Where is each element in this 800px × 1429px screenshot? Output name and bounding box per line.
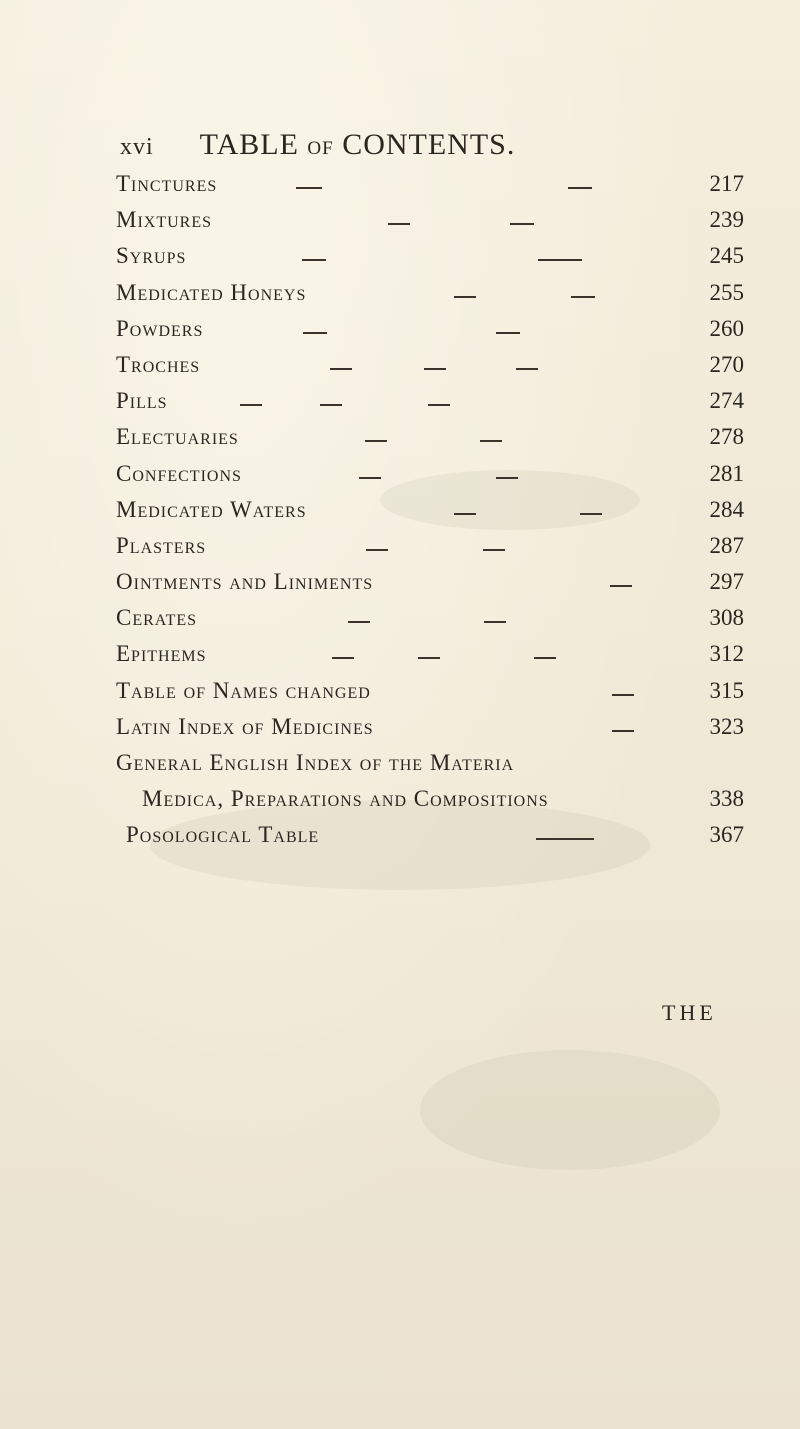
toc-title: Medicated Honeys: [116, 279, 307, 305]
leader-dash: [483, 549, 505, 551]
leader-dash: [571, 296, 595, 298]
toc-entry: [116, 385, 744, 421]
leader-dash: [418, 657, 440, 659]
leader-dash: [366, 549, 388, 551]
toc-entry: [116, 458, 744, 494]
toc-title: Table of Names changed: [116, 677, 371, 703]
toc-page: 284: [709, 496, 744, 522]
toc-title: Posological Table: [126, 822, 320, 848]
leader-dash: [348, 621, 370, 623]
toc-page: 338: [709, 786, 744, 812]
toc-page: 367: [709, 822, 744, 848]
paper-stain: [420, 1050, 720, 1170]
toc-title: Medicated Waters: [116, 496, 307, 522]
leader-dash: [484, 621, 506, 623]
leader-dash: [332, 657, 354, 659]
toc-entry: [116, 747, 744, 783]
leader-dash: [424, 368, 446, 370]
leader-dash: [538, 259, 582, 261]
toc-title: Confections: [116, 460, 242, 486]
leader-dash: [320, 404, 342, 406]
toc-title: Mixtures: [116, 207, 213, 233]
toc-title: Plasters: [116, 532, 207, 558]
header-contents: CONTENTS.: [342, 128, 516, 161]
toc-page: 312: [709, 641, 744, 667]
leader-dash: [365, 440, 387, 442]
toc-page: 308: [709, 605, 744, 631]
toc-title: Medica, Preparations and Compositions: [142, 786, 549, 812]
toc-page: 274: [709, 388, 744, 414]
toc-page: 245: [709, 243, 744, 269]
leader-dash: [454, 513, 476, 515]
leader-dash: [303, 332, 327, 334]
toc-page: 217: [709, 171, 744, 196]
header-table: TABLE: [199, 128, 299, 161]
toc-page: 315: [709, 677, 744, 703]
catchword: THE: [662, 1000, 717, 1025]
toc-entry: [116, 530, 744, 566]
leader-dash: [388, 223, 410, 225]
leader-dash: [510, 223, 534, 225]
toc-page: 270: [709, 351, 744, 377]
leader-dash: [568, 187, 592, 189]
leader-dash: [536, 838, 594, 840]
toc-title: Powders: [116, 315, 204, 341]
leader-dash: [428, 404, 450, 406]
toc-page: 323: [709, 713, 744, 739]
leader-dash: [480, 440, 502, 442]
toc-title: Pills: [116, 388, 168, 414]
toc-entry: [116, 421, 744, 457]
leader-dash: [516, 368, 538, 370]
toc-title: Syrups: [116, 243, 187, 269]
leader-dash: [330, 368, 352, 370]
toc-page: 255: [709, 279, 744, 305]
toc-title: Electuaries: [116, 424, 239, 450]
toc-entry: [116, 277, 744, 313]
toc-page: 297: [709, 569, 744, 595]
toc-page: 260: [709, 315, 744, 341]
leader-dash: [454, 296, 476, 298]
toc-page: 281: [709, 460, 744, 486]
toc-entry: [116, 240, 744, 276]
toc-title: Tinctures: [116, 171, 218, 196]
toc-page: 287: [709, 532, 744, 558]
toc-entry: [116, 168, 744, 204]
leader-dash: [359, 477, 381, 479]
running-header: [120, 128, 515, 162]
toc-entry: [116, 566, 744, 602]
page-number: xvi: [120, 134, 154, 160]
leader-dash: [612, 730, 634, 732]
toc-page: 239: [709, 207, 744, 233]
toc-title: Troches: [116, 351, 201, 377]
toc-entry: [116, 711, 744, 747]
toc-entry: [116, 638, 744, 674]
toc-entry: [116, 675, 744, 711]
toc-title: Cerates: [116, 605, 198, 631]
leader-dash: [612, 694, 634, 696]
leader-dash: [496, 332, 520, 334]
toc-entry: [116, 349, 744, 385]
toc-title: Ointments and Liniments: [116, 569, 374, 595]
header-of: OF: [307, 138, 334, 159]
toc-entry: [116, 313, 744, 349]
leader-dash: [534, 657, 556, 659]
leader-dash: [296, 187, 322, 189]
toc-entry: [116, 602, 744, 638]
leader-dash: [580, 513, 602, 515]
toc-title: General English Index of the Materia: [116, 750, 515, 775]
toc-page: 278: [709, 424, 744, 450]
leader-dash: [496, 477, 518, 479]
toc-title: Latin Index of Medicines: [116, 713, 374, 739]
toc-entry: [116, 204, 744, 240]
leader-dash: [302, 259, 326, 261]
leader-dash: [610, 585, 632, 587]
toc-entry: [116, 494, 744, 530]
toc-title: Epithems: [116, 641, 207, 667]
toc-entry-continuation: [116, 783, 744, 819]
table-of-contents: [116, 168, 744, 856]
toc-entry: [116, 819, 744, 855]
leader-dash: [240, 404, 262, 406]
